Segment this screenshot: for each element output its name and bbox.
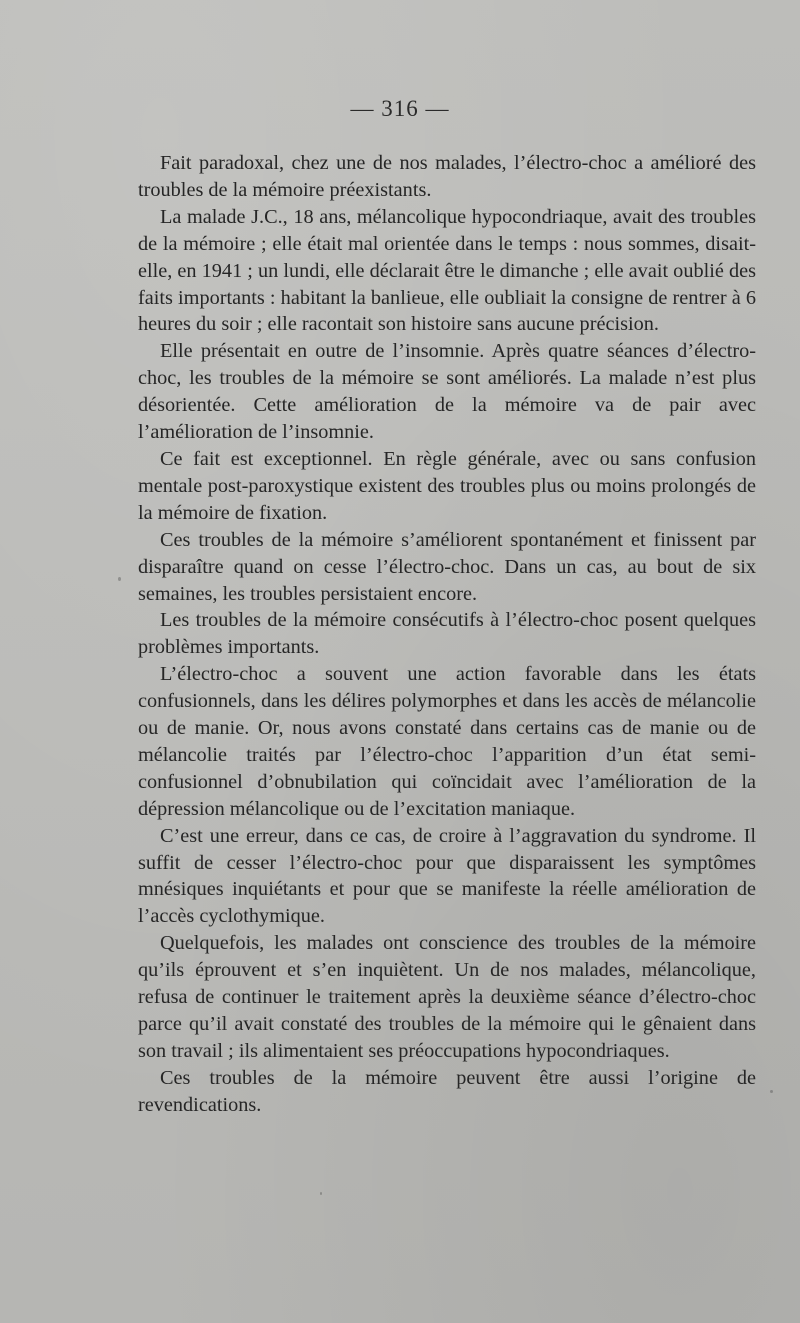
- paragraph: Elle présentait en outre de l’insomnie. Après quatre séances d’électro-choc, les troubles de la mémoire se sont améliorés. La malade n’est plus désorientée. Cette amélioration de la mémoire va de pair avec l’amélioration de l’insomnie.: [138, 340, 756, 444]
- paper-speck: [770, 1090, 773, 1093]
- page-number: — 316 —: [350, 96, 450, 121]
- paragraph: La malade J.C., 18 ans, mélancolique hypocondriaque, avait des troubles de la mémoire ; elle était mal orientée dans le temps : nous sommes, disait-elle, en 1941 ; un lundi, elle déclarait être le dimanche ; elle avait oublié des faits importants : habitant la banlieue, elle oubliait la consigne de rentrer à 6 heures du soir ; elle racontait son histoire sans aucune précision.: [138, 205, 756, 336]
- paragraph: Ce fait est exceptionnel. En règle générale, avec ou sans confusion mentale post-paroxystique existent des troubles plus ou moins prolongés de la mémoire de fixation.: [138, 447, 756, 524]
- paper-speck: [320, 1192, 322, 1195]
- paragraph: L’électro-choc a souvent une action favorable dans les états confusionnels, dans les délires polymorphes et dans les accès de mélancolie ou de manie. Or, nous avons constaté dans certains cas de manie ou de mélancolie traités par l’électro-choc l’apparition d’un état semi-confusionnel d’obnubilation qui coïncidait avec l’amélioration de la dépression mélancolique ou de l’excitation maniaque.: [138, 663, 756, 820]
- paragraph: Les troubles de la mémoire consécutifs à l’électro-choc posent quelques problèmes importants.: [138, 609, 756, 659]
- paragraph: Fait paradoxal, chez une de nos malades, l’électro-choc a amélioré des troubles de la mémoire préexistants.: [138, 152, 756, 201]
- paragraph: Ces troubles de la mémoire peuvent être aussi l’origine de revendications.: [138, 1066, 756, 1116]
- paragraph: C’est une erreur, dans ce cas, de croire à l’aggravation du syndrome. Il suffit de cesser l’électro-choc pour que disparaissent les symptômes mnésiques inquiétants et pour que se manifeste la réelle amélioration de l’accès cyclothymique.: [138, 824, 756, 928]
- body-text: [138, 150, 756, 1119]
- paragraph: Quelquefois, les malades ont conscience des troubles de la mémoire qu’ils éprouvent et s’en inquiètent. Un de nos malades, mélancolique, refusa de continuer le traitement après la deuxième séance d’électro-choc parce qu’il avait constaté des troubles de la mémoire qui le gênaient dans son travail ; ils alimentaient ses préoccupations hypocondriaques.: [138, 932, 756, 1062]
- paper-speck: [118, 577, 121, 581]
- paragraph: Ces troubles de la mémoire s’améliorent spontanément et finissent par disparaître quand on cesse l’électro-choc. Dans un cas, au bout de six semaines, les troubles persistaient encore.: [138, 528, 756, 605]
